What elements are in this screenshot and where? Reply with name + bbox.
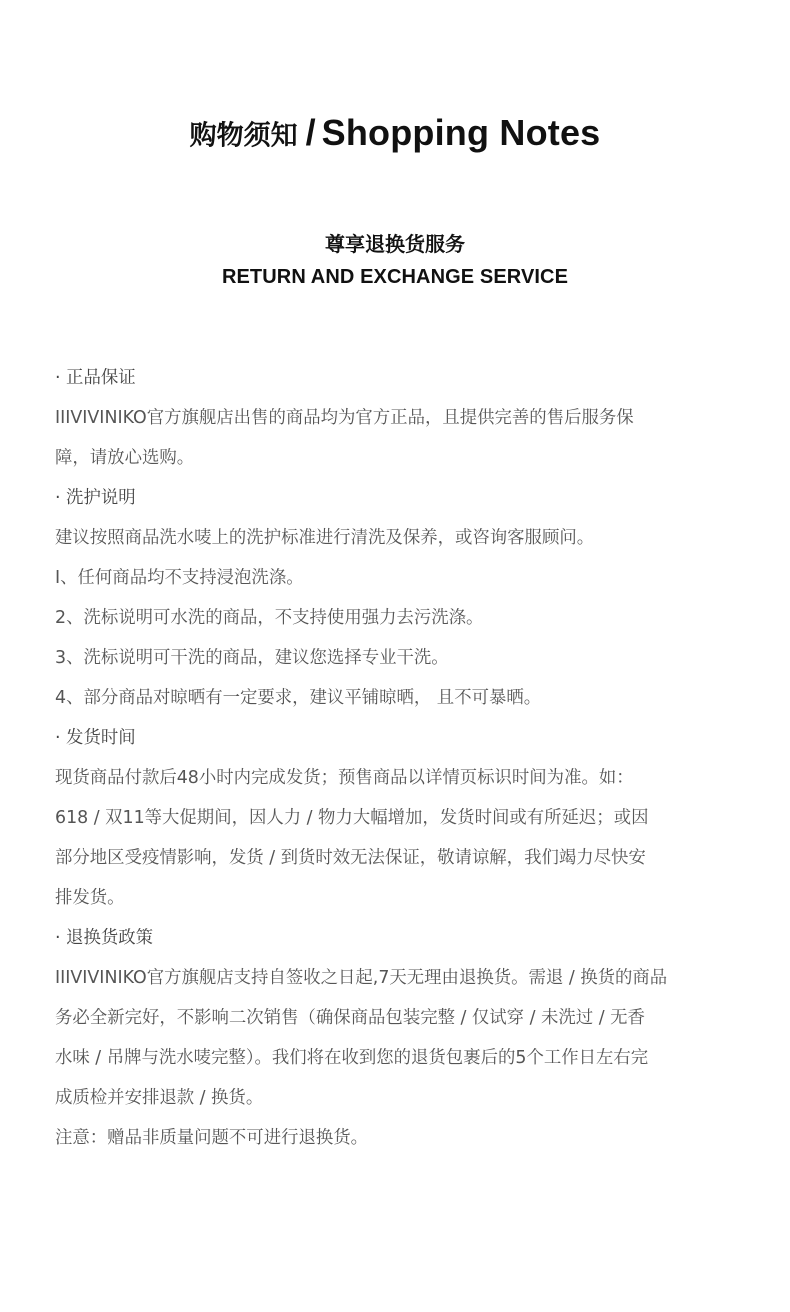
- text-line: 现货商品付款后48小时内完成发货；预售商品以详情页标识时间为准。如：: [55, 768, 634, 788]
- bullet-heading-care: · 洗护说明: [55, 488, 136, 508]
- text-line: 排发货。: [55, 888, 125, 908]
- text-line: 建议按照商品洗水唛上的洗护标准进行清洗及保养，或咨询客服顾问。: [55, 528, 595, 548]
- notes-content: [55, 358, 745, 1158]
- text-line: 部分地区受疫情影响，发货 / 到货时效无法保证，敬请谅解，我们竭力尽快安: [55, 848, 646, 868]
- text-line: 务必全新完好，不影响二次销售（确保商品包装完整 / 仅试穿 / 未洗过 / 无香: [55, 1008, 645, 1028]
- page-title-separator: /: [305, 112, 316, 153]
- section-title-en: RETURN AND EXCHANGE SERVICE: [221, 266, 569, 288]
- page-title: [0, 112, 790, 154]
- section-title-cn: 尊享退换货服务: [325, 232, 465, 256]
- note-line: 注意：赠品非质量问题不可进行退换货。: [55, 1128, 369, 1148]
- text-line: I、任何商品均不支持浸泡洗涤。: [55, 568, 304, 588]
- text-line: 4、部分商品对晾晒有一定要求，建议平铺晾晒， 且不可暴晒。: [55, 688, 542, 708]
- bullet-heading-return-policy: · 退换货政策: [55, 928, 154, 948]
- text-line: 618 / 双11等大促期间，因人力 / 物力大幅增加，发货时间或有所延迟；或因: [55, 808, 649, 828]
- text-line: 水味 / 吊牌与洗水唛完整）。我们将在收到您的退货包裹后的5个工作日左右完: [55, 1048, 649, 1068]
- text-line: 障，请放心选购。: [55, 448, 195, 468]
- text-line: IIIVIVINIKO官方旗舰店出售的商品均为官方正品，且提供完善的售后服务保: [55, 408, 634, 428]
- page-title-en: Shopping Notes: [321, 112, 601, 153]
- text-line: 2、洗标说明可水洗的商品，不支持使用强力去污洗涤。: [55, 608, 484, 628]
- text-line: IIIVIVINIKO官方旗舰店支持自签收之日起,7天无理由退换货。需退 / 换货的商品: [55, 968, 668, 988]
- text-line: 成质检并安排退款 / 换货。: [55, 1088, 264, 1108]
- text-line: 3、洗标说明可干洗的商品，建议您选择专业干洗。: [55, 648, 449, 668]
- bullet-heading-shipping: · 发货时间: [55, 728, 136, 748]
- bullet-heading-authenticity: · 正品保证: [55, 368, 136, 388]
- page-title-cn: 购物须知: [189, 120, 298, 152]
